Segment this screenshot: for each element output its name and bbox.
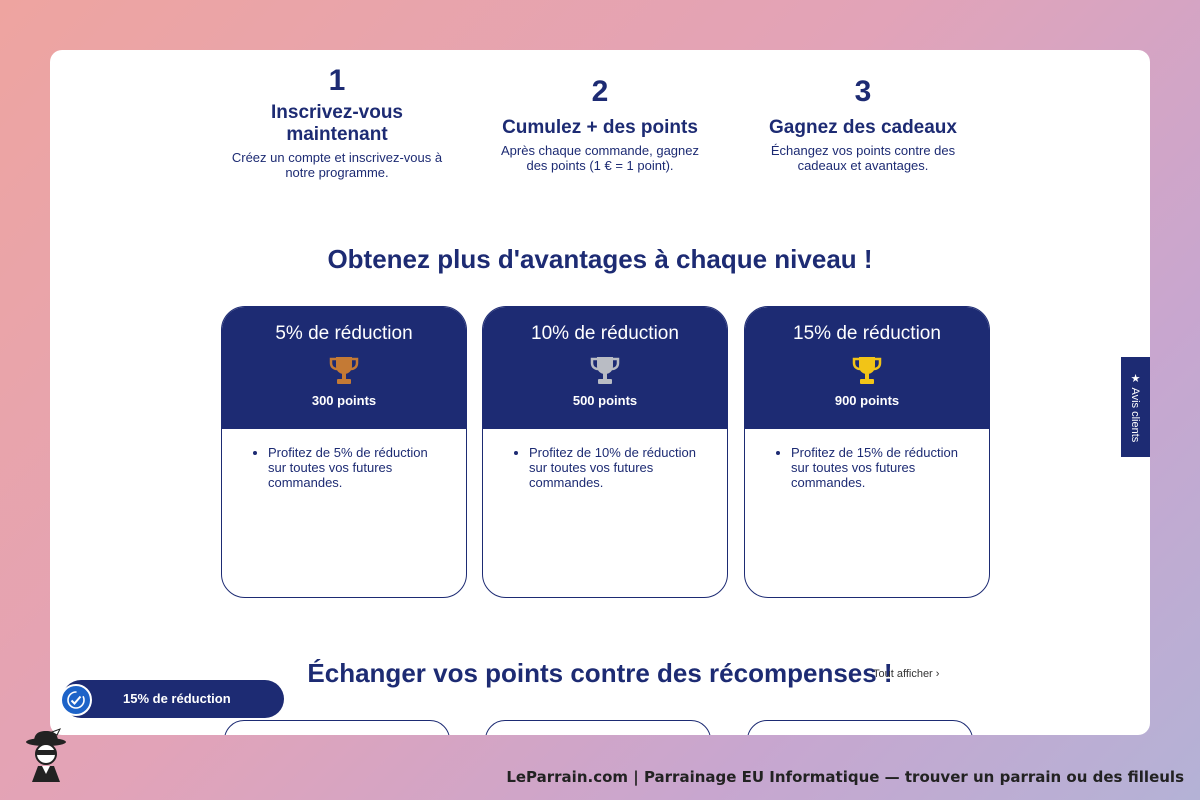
spy-mascot-logo-icon: [18, 728, 74, 784]
step-description: Après chaque commande, gagnez des points (1 € = 1 point).: [500, 143, 699, 173]
tier-label: 5% de réduction: [275, 323, 413, 344]
tier-label: 15% de réduction: [793, 323, 941, 344]
customer-reviews-tab[interactable]: [1121, 357, 1150, 457]
loyalty-status-label: 15% de réduction: [123, 691, 231, 706]
reward-card[interactable]: [747, 720, 973, 735]
step-number: 1: [328, 64, 346, 97]
reviews-tab-label: ★ Avis clients: [1129, 371, 1141, 443]
step-1: [212, 64, 462, 180]
tier-benefits: [268, 445, 444, 490]
see-all-link[interactable]: Tout afficher ›: [873, 668, 940, 680]
tier-points: 500 points: [572, 393, 638, 408]
step-description: Créez un compte et inscrivez-vous à notre programme.: [231, 150, 443, 180]
tier-header: [745, 307, 989, 429]
reward-card[interactable]: [485, 720, 711, 735]
tier-card-silver: [482, 306, 728, 598]
reward-card[interactable]: [224, 720, 450, 735]
tier-benefits: [791, 445, 967, 490]
tier-label: 10% de réduction: [531, 323, 679, 344]
benefit-item: • Profitez de 5% de réduction sur toutes vos futures commandes.: [268, 445, 444, 490]
trophy-bronze-icon: [329, 355, 359, 387]
footer-caption: LeParrain.com | Parrainage EU Informatique — trouver un parrain ou des filleuls: [506, 768, 1184, 786]
how-it-works-steps: [50, 50, 1150, 250]
tier-benefits: [529, 445, 705, 490]
loyalty-program-page: [50, 50, 1150, 735]
check-circle-icon: [65, 689, 87, 711]
step-number: 2: [591, 75, 609, 108]
tier-header: [483, 307, 727, 429]
tier-points: 300 points: [311, 393, 377, 408]
benefit-item: • Profitez de 10% de réduction sur toutes vos futures commandes.: [529, 445, 705, 490]
tier-card-gold: [744, 306, 990, 598]
tier-points: 900 points: [834, 393, 900, 408]
trophy-silver-icon: [590, 355, 620, 387]
tier-header: [222, 307, 466, 429]
loyalty-badge-icon: [60, 684, 92, 716]
loyalty-status-pill[interactable]: [62, 680, 284, 718]
step-2: [475, 75, 725, 173]
benefit-item: • Profitez de 15% de réduction sur toutes vos futures commandes.: [791, 445, 967, 490]
step-description: Échangez vos points contre des cadeaux et avantages.: [770, 143, 956, 173]
step-title: Cumulez + des points: [502, 117, 698, 138]
step-3: [738, 75, 988, 173]
step-title: Inscrivez-vous maintenant: [271, 102, 403, 145]
step-number: 3: [854, 75, 872, 108]
tier-card-bronze: [221, 306, 467, 598]
rewards-heading: Échanger vos points contre des récompenses !: [307, 658, 893, 688]
step-title: Gagnez des cadeaux: [769, 117, 957, 138]
trophy-gold-icon: [852, 355, 882, 387]
levels-heading: Obtenez plus d'avantages à chaque niveau !: [327, 244, 873, 274]
